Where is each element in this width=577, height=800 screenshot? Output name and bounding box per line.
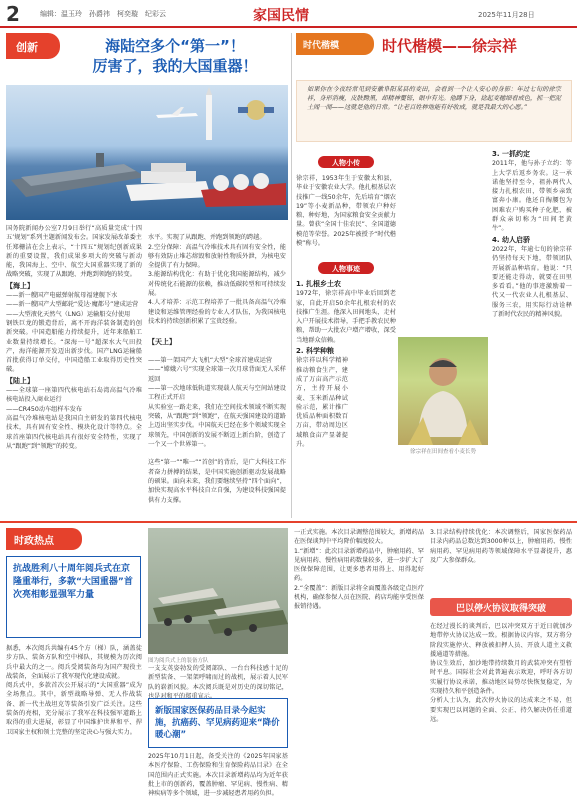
xu-zongxiang-photo	[398, 337, 488, 445]
parade-headline: 抗战胜利八十周年阅兵式在京隆重举行，多款“大国重器”首次亮相彰显强军力量	[13, 564, 133, 600]
deed3-heading: 3. 一抓约定	[492, 150, 530, 158]
innovation-title-line2: 厉害了，我的大国重器！	[92, 57, 258, 75]
medicine-body: 2025年10月1日起，备受关注的《2025年国家基本医疗保险、工伤保险和生育保险药品目录》在全国范围内正式实施。本次目录新增药品均为近年获批上市的创新药，覆盖肿瘤、罕见病、慢性病、精神疾病等多个领域，进一步减轻患者用药负担。	[148, 753, 288, 798]
deed2-heading: 2. 科学种粮	[296, 347, 334, 356]
model-col3	[492, 150, 572, 319]
issue-date: 2025年11月28日	[478, 11, 535, 19]
bio-tag: 人物小传	[318, 156, 374, 168]
land-items: ——全球第一座第四代核电站石岛湾高温气冷堆核电站投入商业运行 ——CR450动车组样车发布 高温气冷堆核电站是我国自主研发的第四代核电技术，具有固有安全性、模块化设计等特点。全球首座第四代核电站具有很好安全特性，实现了从“跟跑”到“领跑”的转变。	[6, 387, 142, 450]
ceasefire-body: 在经过漫长的谈判后，巴以冲突双方于近日就加沙地带停火协议达成一致。根据协议内容，双方将分阶段实施停火、释放被扣押人员、开放人道主义救援通道等措施。 协议生效后，加沙地带持续数月的武装冲突有望暂时平息。国际社会对此普遍表示欢迎，呼吁各方切实履行协议承诺，推动地区局势尽快恢复稳定，为实现持久和平创造条件。 分析人士认为，此次停火协议的达成来之不易，但要实现巴以问题的全面、公正、持久解决仍任重道远。	[430, 623, 572, 723]
parade-caption: 图为阅兵式上的装备方队	[148, 658, 209, 664]
medicine-title-box	[148, 698, 288, 748]
bio-text: 徐宗祥，1953年生于安徽太和县，毕业于安徽农业大学。他扎根基层农技推广一线50余年，先后培育“烟农19”等小麦新品种，带领农户种好粮、种好地，为国家粮食安全贡献力量。曾获“全国十佳农民”、全国道德模范等荣誉。2025年被授予“时代楷模”称号。	[296, 175, 396, 248]
portrait-illustration	[398, 337, 488, 445]
innovation-headline	[65, 36, 285, 76]
hotspot-tag-label: 时政热点	[14, 536, 54, 547]
innovation-tag-label: 创新	[16, 41, 38, 54]
sea-heading: 【海上】	[6, 281, 34, 290]
sky-items: ——第一架国产大飞机“大型”全球首建成运营 ——“嫦娥六号”实现全球第一次月球背面无人采样返回 ——第一次地球低轨道实现载人航天与空间站建设工程正式开启 从实验室一路走来，我们在空间技术领域不断实现突破，从“跟跑”到“领跑”，在航天强国建设的道路上迈出坚实步伐。中国航天已经在多个领域实现全球领先，中国创新的发展不断迈上新台阶，创造了一个又一个世界第一。	[148, 357, 286, 448]
model-col1-body	[296, 280, 396, 449]
parade-body2: 一支支英姿勃发的受阅部队、一台台科技感十足的新型装备、一架架呼啸而过的战机，展示着人民军队的崭新风貌。本次阅兵既是对历史的深切铭记，也是对和平的郑重宣示。	[148, 665, 288, 700]
hotspot-tag	[6, 528, 82, 550]
innovation-closing: 这些“第一”“唯一”“首创”的背后，是广大科技工作者奋力拼搏的结果，是中国实施创新驱动发展战略的硕果。面向未来，我们要继续坚持“四个面向”，加快实现高水平科技自立自强，为建设科技强国提供有力支撑。	[148, 459, 286, 504]
photo-caption: 徐宗祥在田间查看小麦长势	[409, 449, 476, 455]
deed1-heading: 1. 扎根乡土农	[296, 280, 341, 288]
column-divider	[291, 33, 292, 518]
parade-photo	[148, 528, 288, 654]
innovation-title-line1: 海陆空多个“第一”！	[105, 37, 245, 55]
editors-line: 编辑：温玉玲 孙爵祎 柯奕璇 纪彩云	[40, 10, 166, 18]
model-tag	[296, 33, 374, 55]
innovation-tag	[6, 33, 60, 59]
model-tag-label: 时代楷模	[303, 41, 340, 51]
page-number: 2	[6, 2, 20, 26]
deed1-body: 1972年，徐宗祥高中毕业后回到老家，自此开启50余年扎根农村的农技推广生涯。他深入田间地头，走村入户开展技术指导，手把手教农民种粮，帮助一大批农户增产增收，深受当地群众信赖。	[296, 290, 396, 344]
sea-items: ——新一艘国产电磁弹射航母福建舰下水 ——新一艘国产大型邮轮“爱达·魔都号”建成运营 ——大型液化天然气（LNG）运输船交付使用	[6, 292, 139, 318]
parade-body: 据悉，本次阅兵共编有45个方（梯）队，涵盖徒步方队、装备方队和空中梯队，其规模为历次阅兵中最大的之一。阅兵受阅装备均为国产现役主战装备，全面展示了我军现代化建设成就。 阅兵式中，多款首次公开展示的“大国重器”成为全场焦点。其中，新型战略导弹、无人作战装备、新一代主战坦克等装备引发广泛关注。这些装备的亮相，充分展示了我军在科技强军道路上取得的重大进展，彰显了中国维护世界和平、捍卫国家主权和领土完整的坚定决心与强大实力。	[6, 645, 142, 736]
model-intro-box	[296, 80, 572, 142]
ceasefire-headline: 巴以停火协议取得突破	[430, 598, 572, 616]
deed4-heading: 4. 幼人启骄	[492, 235, 530, 244]
header-rule	[0, 26, 577, 28]
page-header	[0, 0, 577, 26]
deed4-body: 2022年，年逾七旬的徐宗祥仍坚持每天下地，带领团队开展新品种培育。他说：“只要还能走得动，就要在田里多看看。”他的事迹激励着一代又一代农业人扎根基层、服务三农，用实际行动诠释了新时代农民的精神风貌。	[492, 245, 572, 319]
innovation-col1-lead: 国务院新闻办公室7月9日举行“高质量完成‘十四五’规划”系列主题新闻发布会。国家发展改革委主任郑栅洁在会上表示，“十四五”规划纪创新成果新的重要设置，我们成果多项大的突破与新动能，我国海上、空中、航空大国重器实现了新的战略突破，实现了从跟跑、并跑到领跑的转变。	[6, 225, 142, 279]
deeds-tag: 人物事迹	[318, 262, 374, 274]
innovation-photo-montage	[6, 85, 288, 220]
parade-title-box	[6, 556, 141, 638]
model-intro: 如果你在今夜经常见到安徽阜阳某县的麦田，会看到一个让人安心的身影：年过七旬的徐宗祥，身形消瘦，皮肤黝黑，却精神矍铄，眼中有光。他蹲下身，捻起麦穗细看成色，抓一把泥土闻一闻——这就是他的日常。“让老百姓种地能有好收成，就是我最大的心愿。”	[307, 86, 561, 112]
medicine-col2: 一正式实施。本次目录调整范围较大，新增药品在医保谈判中平均降价幅度较大。 1.“新增”：此次目录新增药品中，肿瘤用药、罕见病用药、慢性病用药数量较多，进一步扩大了医保保障范围，让更多患者用得上、用得起好药。 2.“全覆盖”：新版目录将全面覆盖各级定点医疗机构，确保参保人员在医院、药店均能享受医保报销待遇。	[294, 529, 424, 611]
sky-heading: 【天上】	[148, 337, 176, 346]
deed2-body: 徐宗祥以科学精神推动粮食生产，建成了万亩高产示范方，主持开展小麦、玉米新品种试验示范，累计推广优质品种面积数百万亩，带动周边区域粮食亩产显著提升。	[296, 357, 348, 449]
land-heading: 【陆上】	[6, 376, 34, 385]
medicine-headline: 新版国家医保药品目录今起实施，抗癌药、罕见病药迎来“降价暖心潮”	[155, 706, 280, 740]
medicine-col3: 3.目录结构持续优化：本次调整后，国家医保药品目录内药品总数达到3000种以上，肿瘤用药、慢性病用药、罕见病用药等领域保障水平显著提升，惠及广大参保群众。	[430, 529, 572, 564]
ships-illustration	[6, 85, 288, 220]
innovation-col1	[6, 224, 142, 451]
sea-body: 钢铁巨龙的锻造背后，离不开海洋装备制造的创新突破。中国造船能力持续提升，近年来船舶工业数量持续增长。“深海一号”超深水大气田投产，海洋能源开发迈出新步伐。国产LNG运输船首批获得订单交付，中国造船工业取得历史性突破。	[6, 319, 142, 374]
page-title: 家国民情	[253, 8, 309, 24]
model-title: 时代楷模——徐宗祥	[382, 37, 518, 55]
deed3-body: 2011年，他与孙子立约：等上大学后返乡务农。这一承诺他坚持至今，祖孙两代人接力扎根农田，带领乡亲致富奔小康。他还自掏腰包为困难农户购买种子化肥，被群众亲切称为“田间老黄牛”。	[492, 160, 572, 233]
missile-vehicles-illustration	[148, 528, 288, 654]
innovation-col2	[148, 224, 286, 514]
section-rule	[0, 521, 577, 523]
innovation-col2-body: 水平。实现了从跟跑、并跑到领跑的跨越。 2.空分保障：高温气冷堆技术具有固有安全性，能够有效防止堆芯熔毁和放射性物质外泄，为核电安全提供了有力保障。 3.能源结构优化：有助于优化我国能源结构，减少对传统化石能源的依赖，推动低碳转型和可持续发展。 4.人才培养：示范工程培养了一批具备高温气冷堆建设和运维管理经验的专业人才队伍，为我国核电技术的持续创新积累了宝贵经验。	[148, 234, 286, 325]
